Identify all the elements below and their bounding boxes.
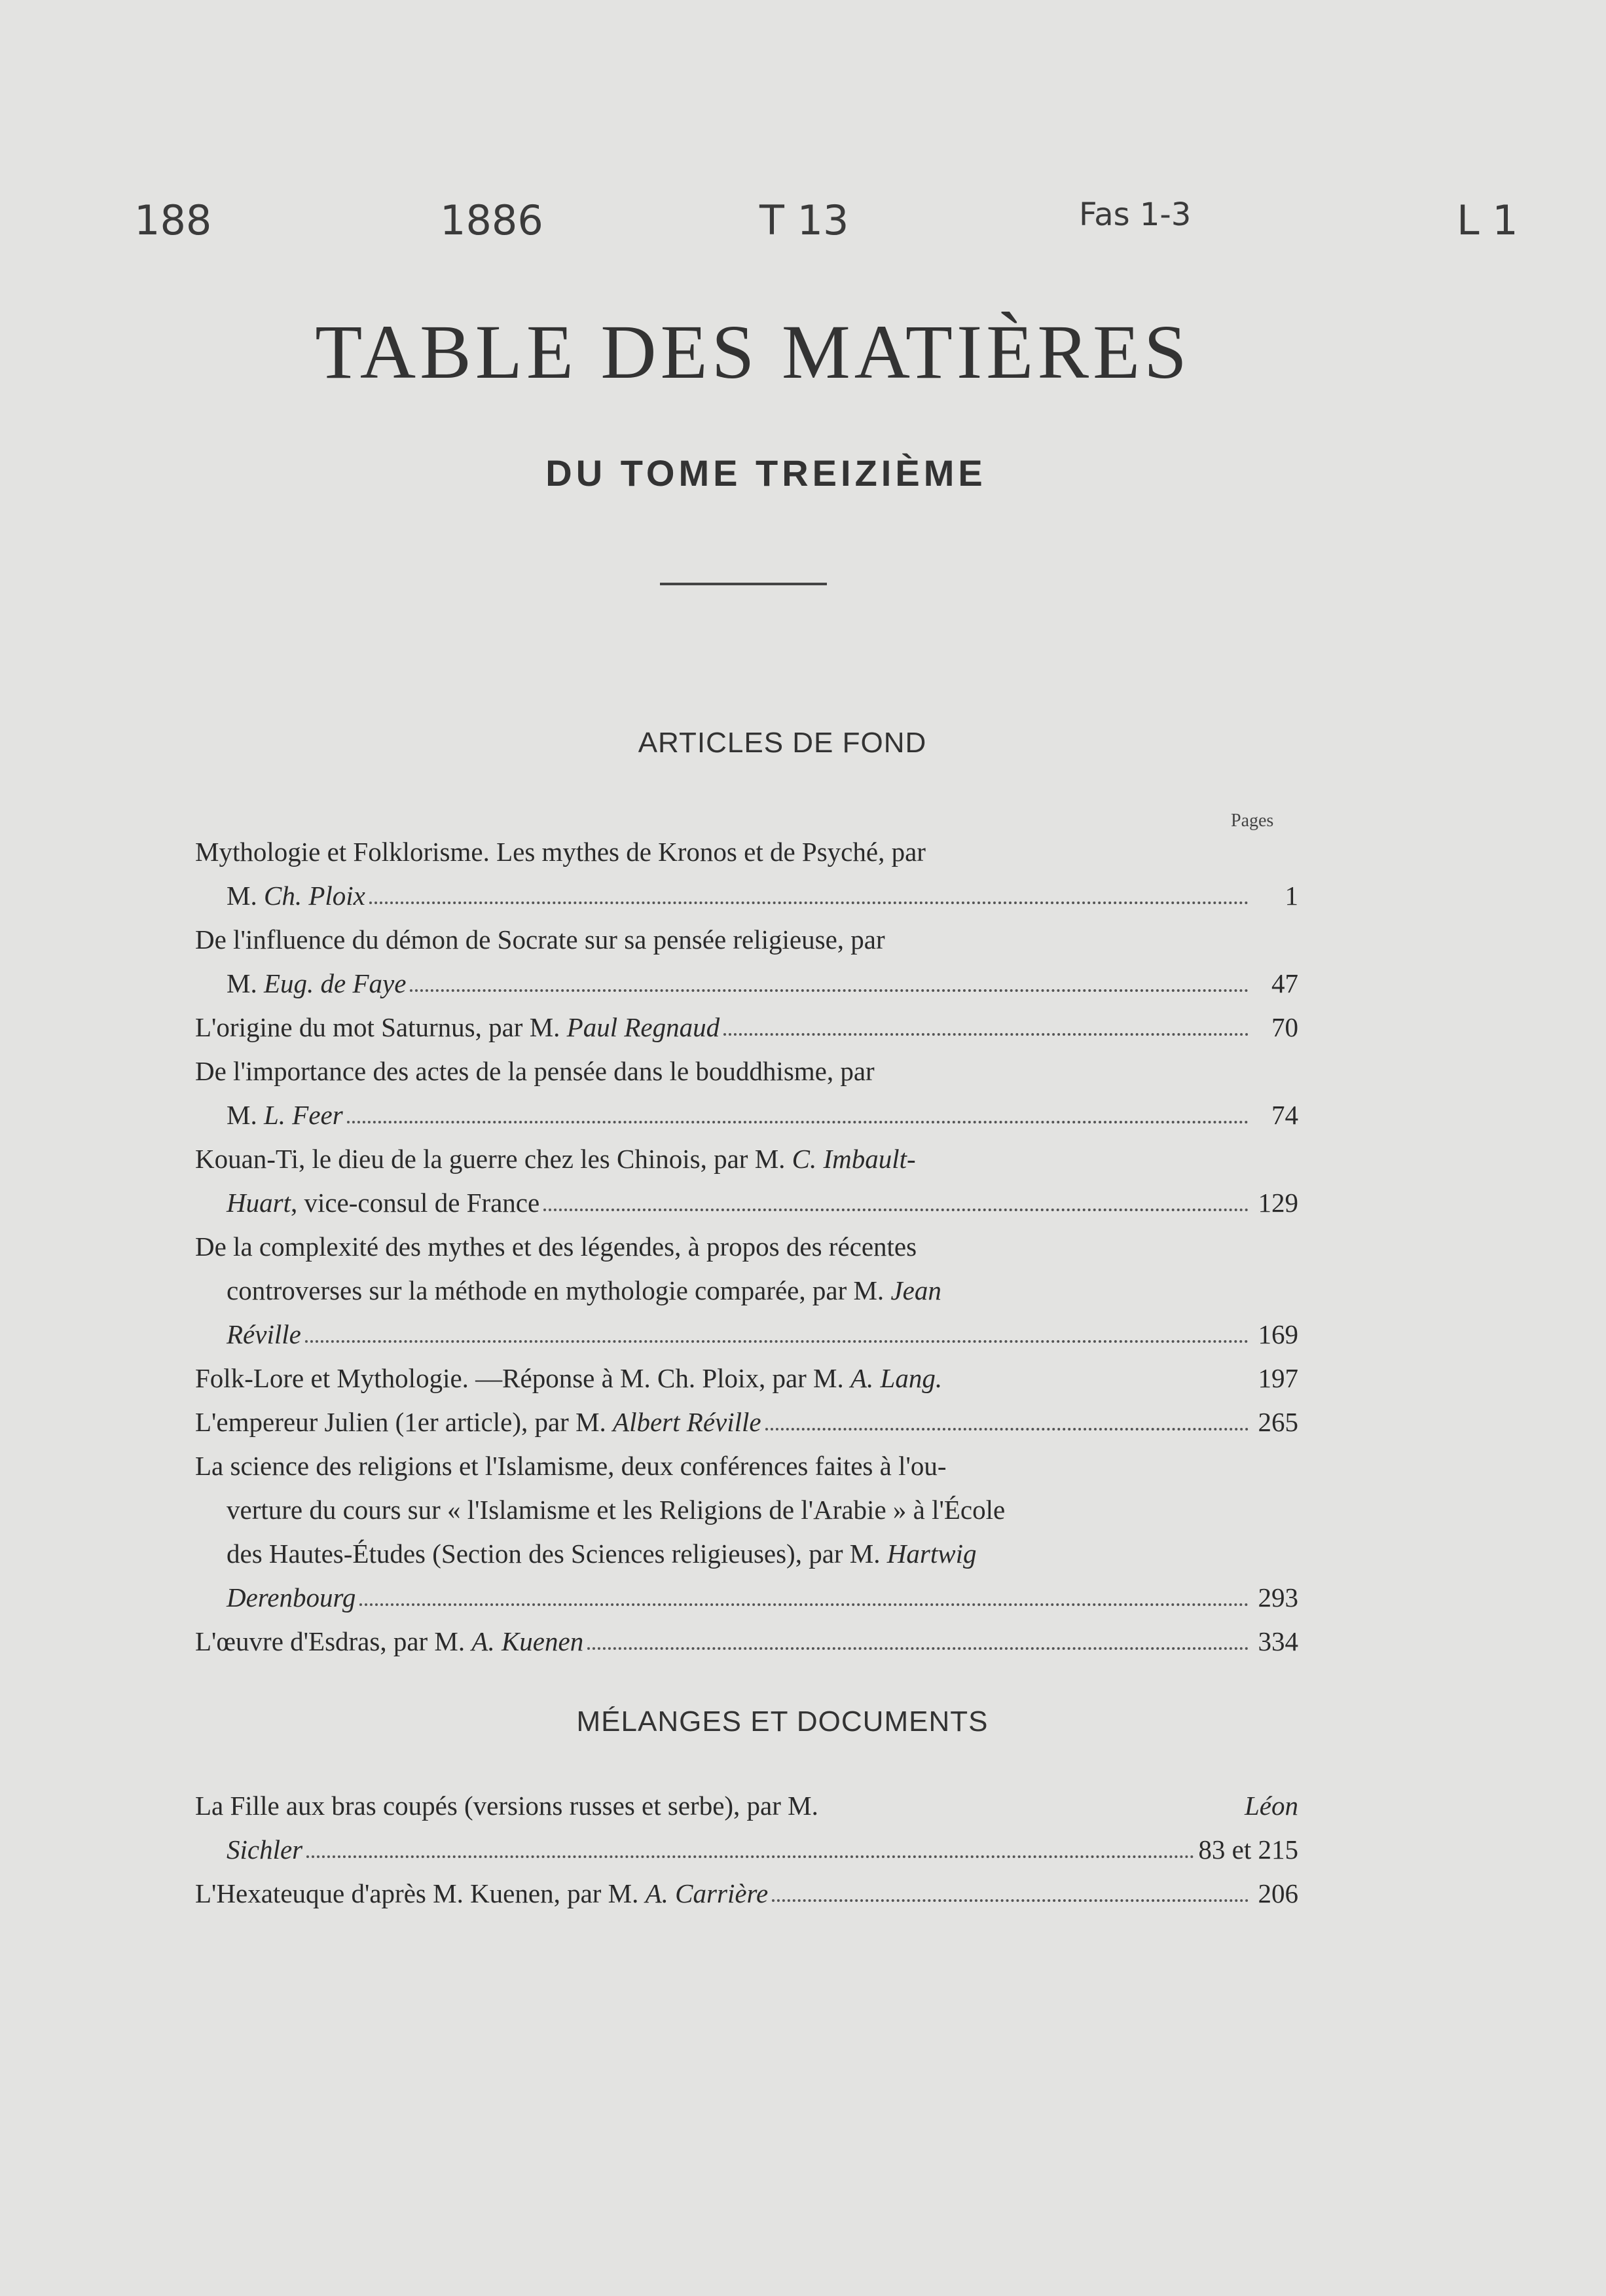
entry-text: controverses sur la méthode en mythologie comparée, par M.	[227, 1275, 891, 1305]
entry-text: De la complexité des mythes et des légendes, à propos des récentes	[195, 1231, 917, 1262]
entry-text: La science des religions et l'Islamisme, deux conférences faites à l'ou-	[195, 1451, 947, 1481]
toc-entry	[195, 1006, 1298, 1049]
entry-text: La Fille aux bras coupés (versions russes et serbe), par M.	[195, 1791, 818, 1821]
entry-text: Mythologie et Folklorisme. Les mythes de Kronos et de Psyché, par	[195, 837, 926, 867]
entry-author: Jean	[890, 1275, 941, 1305]
leader-dots	[772, 1899, 1249, 1902]
entry-page: 293	[1258, 1582, 1298, 1613]
leader-dots	[543, 1209, 1249, 1211]
leader-dots	[587, 1647, 1249, 1650]
entry-author: A. Lang.	[850, 1363, 943, 1393]
entry-page: 334	[1258, 1626, 1298, 1656]
handwritten-note-2: 1886	[440, 196, 543, 244]
section-heading-melanges: MÉLANGES ET DOCUMENTS	[576, 1705, 989, 1738]
entry-page: 1	[1285, 881, 1298, 911]
entry-prefix: M.	[227, 1100, 264, 1130]
entry-author: Eug. de Faye	[263, 968, 407, 998]
entry-author: L. Feer	[263, 1100, 343, 1130]
leader-dots	[410, 989, 1249, 992]
leader-dots	[359, 1603, 1249, 1606]
entry-prefix: L'origine du mot Saturnus, par M.	[195, 1012, 567, 1042]
handwritten-note-5: L 1	[1457, 196, 1518, 244]
toc-entry	[195, 1137, 1298, 1225]
leader-dots	[723, 1033, 1249, 1036]
section-heading-articles: ARTICLES DE FOND	[638, 727, 927, 759]
entry-text: De l'importance des actes de la pensée dans le bouddhisme, par	[195, 1056, 875, 1086]
entry-author: Léon	[1245, 1791, 1298, 1821]
handwritten-note-4: Fas 1-3	[1079, 196, 1192, 233]
entry-author: Sichler	[227, 1834, 303, 1865]
toc-entry	[195, 1357, 1298, 1400]
entry-author: A. Kuenen	[471, 1626, 584, 1656]
entry-author: Huart	[227, 1188, 291, 1218]
entry-author: Ch. Ploix	[263, 881, 365, 911]
entry-text: De l'influence du démon de Socrate sur sa pensée religieuse, par	[195, 924, 885, 955]
entry-author: C. Imbault-	[792, 1144, 916, 1174]
entry-text: Kouan-Ti, le dieu de la guerre chez les Chinois, par M.	[195, 1144, 792, 1174]
toc-entry	[195, 918, 1298, 1006]
entry-page: 129	[1258, 1188, 1298, 1218]
leader-dots	[306, 1855, 1194, 1858]
entry-page: 47	[1271, 968, 1298, 998]
toc-entry	[195, 1444, 1298, 1620]
toc-entry	[195, 1049, 1298, 1137]
toc-entry	[195, 1225, 1298, 1357]
entry-text: des Hautes-Études (Section des Sciences religieuses), par M.	[227, 1539, 887, 1569]
entry-prefix: M.	[227, 968, 264, 998]
handwritten-note-3: T 13	[759, 196, 849, 244]
title-divider	[660, 583, 827, 585]
leader-dots	[305, 1340, 1249, 1343]
entry-page: 83 et 215	[1198, 1834, 1298, 1865]
entry-page: 169	[1258, 1319, 1298, 1349]
page-subtitle: DU TOME TREIZIÈME	[545, 452, 987, 494]
entry-prefix: L'Hexateuque d'après M. Kuenen, par M.	[195, 1878, 646, 1908]
toc-entry	[195, 1784, 1298, 1872]
entry-author: Réville	[227, 1319, 301, 1349]
entry-page: 74	[1271, 1100, 1298, 1130]
entry-prefix: Folk-Lore et Mythologie. —Réponse à M. Ch. Ploix, par M.	[195, 1363, 850, 1393]
toc-entry	[195, 1872, 1298, 1916]
page-title: TABLE DES MATIÈRES	[315, 309, 1191, 395]
entry-page: 265	[1258, 1407, 1298, 1437]
leader-dots	[369, 902, 1249, 904]
entry-author: Derenbourg	[227, 1582, 356, 1613]
leader-dots	[347, 1121, 1249, 1123]
toc-articles	[195, 830, 1298, 1664]
entry-page: 70	[1271, 1012, 1298, 1042]
entry-suffix: , vice-consul de France	[290, 1188, 540, 1218]
toc-melanges	[195, 1784, 1298, 1916]
entry-page: 206	[1258, 1878, 1298, 1908]
pages-column-label: Pages	[1231, 811, 1274, 831]
entry-prefix: L'empereur Julien (1er article), par M.	[195, 1407, 613, 1437]
toc-entry	[195, 1400, 1298, 1444]
handwritten-note-1: 188	[134, 196, 212, 244]
entry-text: verture du cours sur « l'Islamisme et les Religions de l'Arabie » à l'École	[227, 1495, 1006, 1525]
leader-dots	[765, 1428, 1249, 1430]
entry-prefix: M.	[227, 881, 264, 911]
entry-page: 197	[1258, 1363, 1298, 1393]
entry-prefix: L'œuvre d'Esdras, par M.	[195, 1626, 472, 1656]
entry-author: A. Carrière	[645, 1878, 769, 1908]
toc-entry	[195, 1620, 1298, 1664]
toc-entry	[195, 830, 1298, 918]
entry-author: Hartwig	[886, 1539, 977, 1569]
entry-author: Albert Réville	[613, 1407, 761, 1437]
entry-author: Paul Regnaud	[566, 1012, 720, 1042]
